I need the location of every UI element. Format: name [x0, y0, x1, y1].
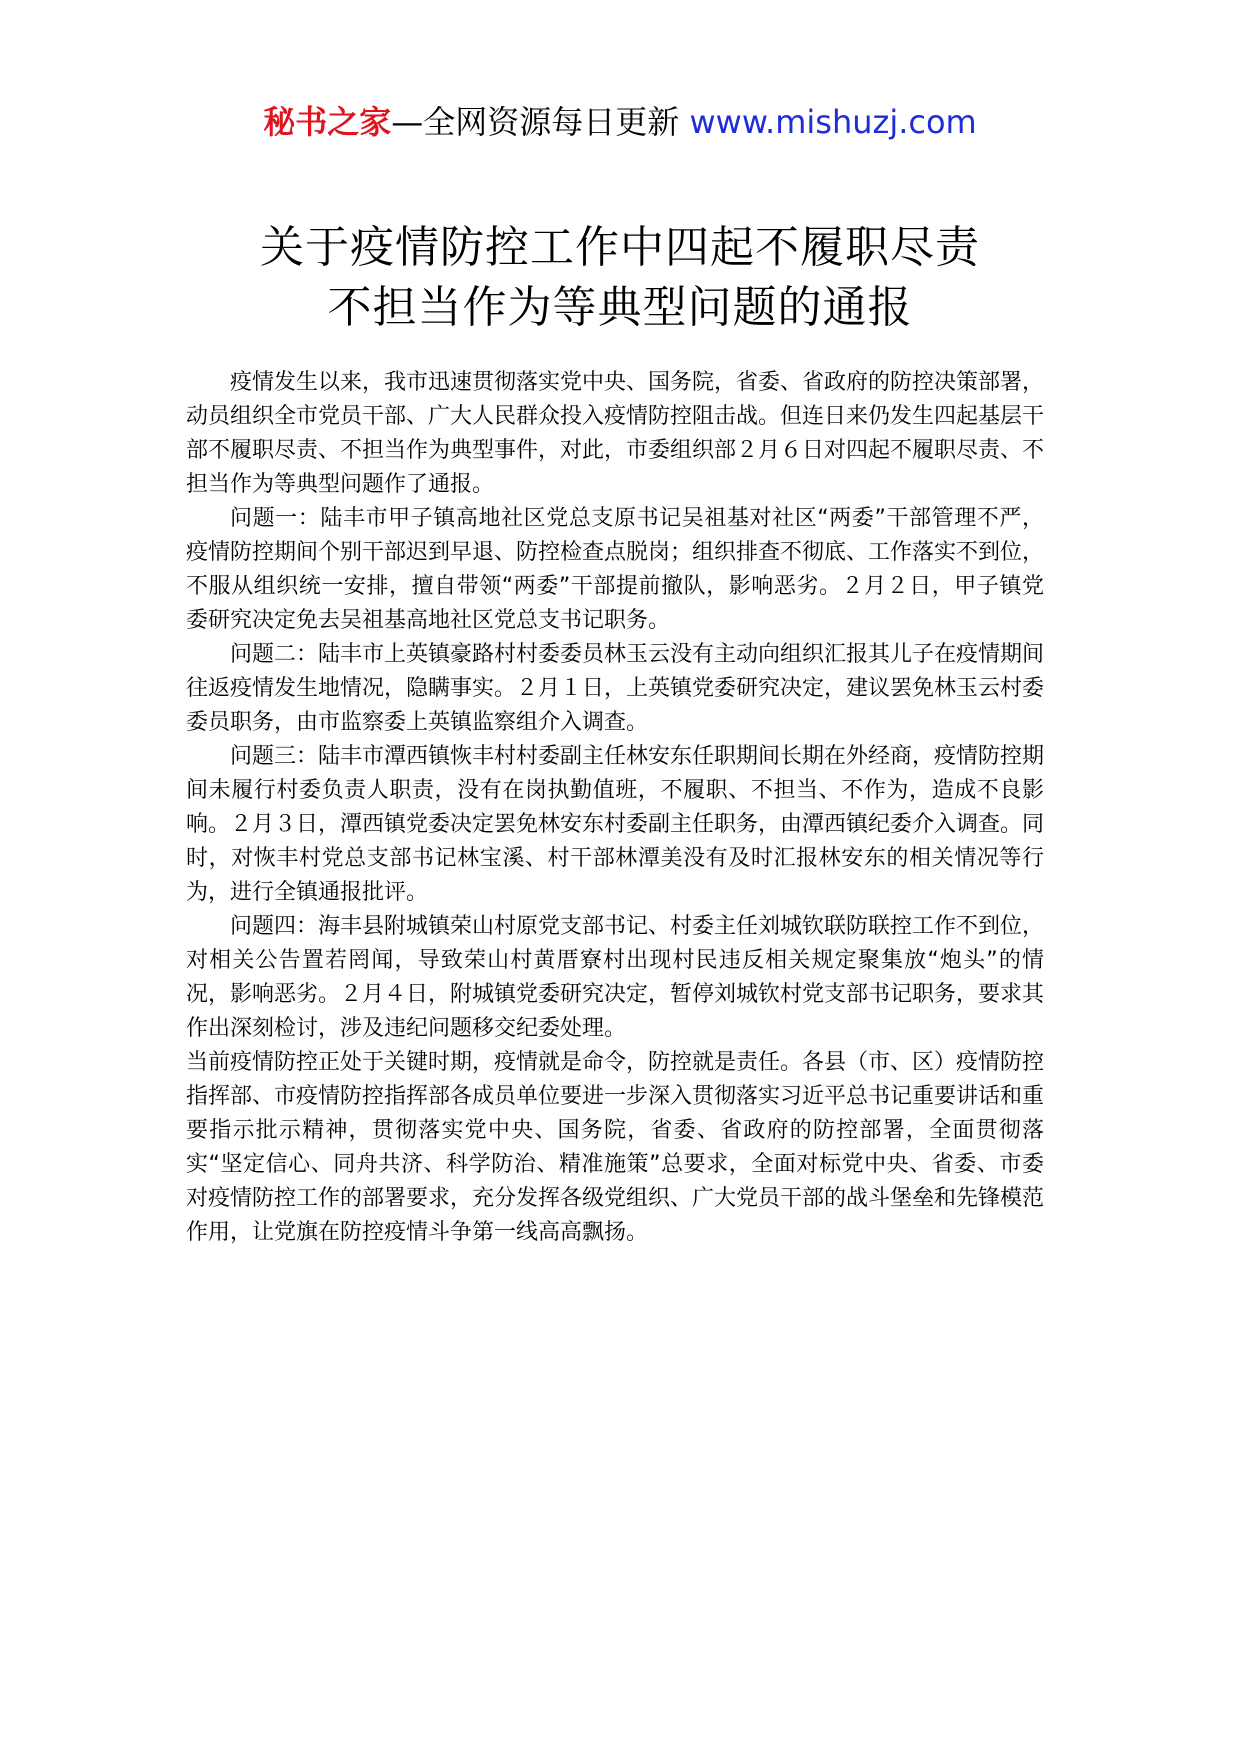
document-title: [0, 218, 1240, 338]
intro-paragraph: 疫情发生以来，我市迅速贯彻落实党中央、国务院，省委、省政府的防控决策部署，动员组织全市党员干部、广大人民群众投入疫情防控阻击战。但连日来仍发生四起基层干部不履职尽责、不担当作为典型事件，对此，市委组织部２月６日对四起不履职尽责、不担当作为等典型问题作了通报。: [186, 370, 1045, 497]
site-tagline: —全网资源每日更新: [391, 103, 690, 141]
issue-two-paragraph: 问题二：陆丰市上英镇豪路村村委委员林玉云没有主动向组织汇报其儿子在疫情期间往返疫情发生地情况，隐瞒事实。２月１日，上英镇党委研究决定，建议罢免林玉云村委委员职务，由市监察委上英镇监察组介入调查。: [186, 642, 1045, 735]
page-header: [0, 100, 1240, 144]
document-body: [186, 366, 1044, 1250]
site-url-link[interactable]: www.mishuzj.com: [689, 103, 977, 141]
issue-three-paragraph: 问题三：陆丰市潭西镇恢丰村村委副主任林安东任职期间长期在外经商，疫情防控期间未履行村委负责人职责，没有在岗执勤值班，不履职、不担当、不作为，造成不良影响。２月３日，潭西镇党委决定罢免林安东村委副主任职务，由潭西镇纪委介入调查。同时，对恢丰村党总支部书记林宝溪、村干部林潭美没有及时汇报林安东的相关情况等行为，进行全镇通报批评。: [186, 744, 1045, 905]
issue-four-paragraph: 问题四：海丰县附城镇荣山村原党支部书记、村委主任刘城钦联防联控工作不到位，对相关公告置若罔闻，导致荣山村黄厝寮村出现村民违反相关规定聚集放“炮头”的情况，影响恶劣。２月４日，附城镇党委研究决定，暂停刘城钦村党支部书记职务，要求其作出深刻检讨，涉及违纪问题移交纪委处理。: [186, 914, 1045, 1041]
title-line-1: 关于疫情防控工作中四起不履职尽责: [260, 222, 980, 273]
site-name: 秘书之家: [263, 103, 392, 141]
title-line-2: 不担当作为等典型问题的通报: [327, 282, 913, 333]
conclusion-paragraph: 当前疫情防控正处于关键时期，疫情就是命令，防控就是责任。各县（市、区）疫情防控指挥部、市疫情防控指挥部各成员单位要进一步深入贯彻落实习近平总书记重要讲话和重要指示批示精神，贯彻落实党中央、国务院，省委、省政府的防控部署，全面贯彻落实“坚定信心、同舟共济、科学防治、精准施策”总要求，全面对标党中央、省委、市委对疫情防控工作的部署要求，充分发挥各级党组织、广大党员干部的战斗堡垒和先锋模范作用，让党旗在防控疫情斗争第一线高高飘扬。: [186, 1050, 1045, 1245]
issue-one-paragraph: 问题一：陆丰市甲子镇高地社区党总支原书记吴祖基对社区“两委”干部管理不严，疫情防控期间个别干部迟到早退、防控检查点脱岗；组织排查不彻底、工作落实不到位，不服从组织统一安排，擅自带领“两委”干部提前撤队，影响恶劣。２月２日，甲子镇党委研究决定免去吴祖基高地社区党总支书记职务。: [186, 506, 1045, 633]
